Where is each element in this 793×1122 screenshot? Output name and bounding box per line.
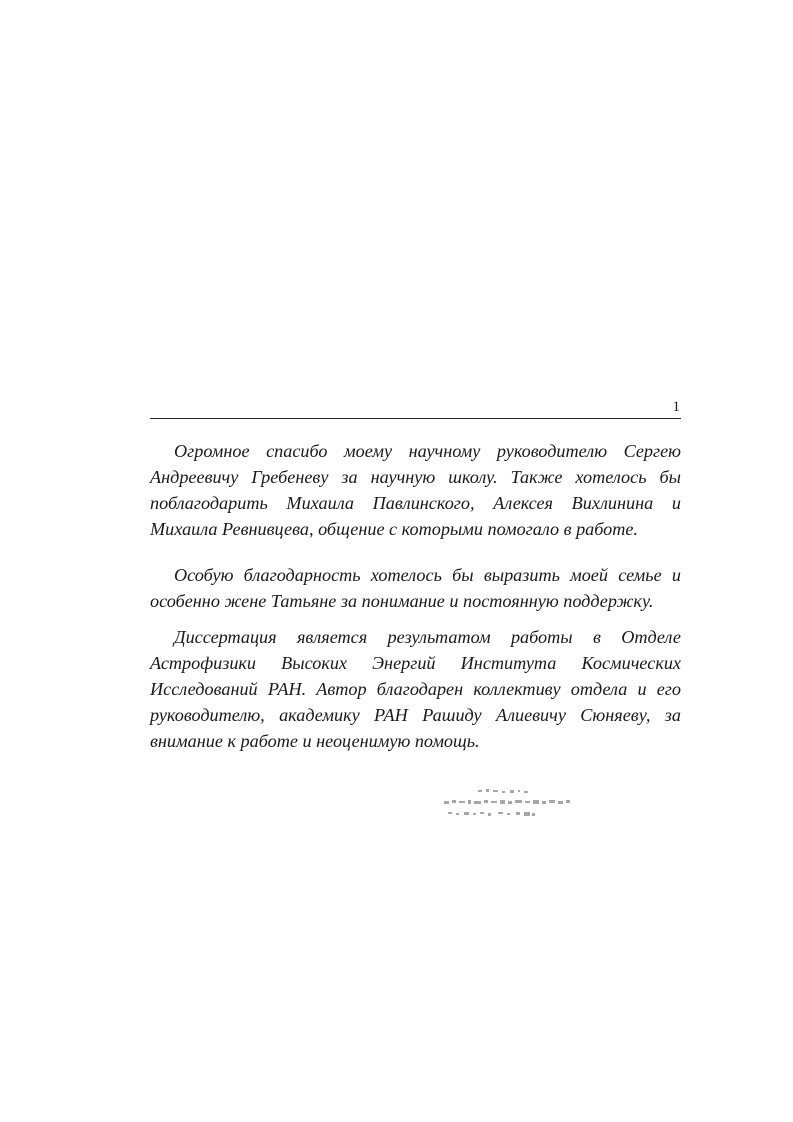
paragraph-family-thanks: Особую благодарность хотелось бы выразить моей семье и особенно жене Татьяне за понимание и постоянную поддержку. [150,565,681,611]
page-number: 1 [672,399,680,415]
paragraph-spacer [150,614,681,624]
acknowledgements-body [150,438,681,754]
page-header [150,398,681,419]
paragraph-supervisor-thanks: Огромное спасибо моему научному руководителю Сергею Андреевичу Гребеневу за научную школу. Также хотелось бы поблагодарить Михаила Павлинского, Алексея Вихлинина и Михаила Ревнивцева, общение с которыми помогало в работе. [150,441,681,539]
faded-stamp-icon [440,788,580,832]
faded-stamp-graphic [440,788,580,832]
paragraph-institute-thanks: Диссертация является результатом работы в Отделе Астрофизики Высоких Энергий Института Космических Исследований РАН. Автор благодарен коллективу отдела и его руководителю, академику РАН Рашиду Алиевичу Сюняеву, за внимание к работе и неоценимую помощь. [150,627,681,751]
paragraph-spacer [150,542,681,562]
